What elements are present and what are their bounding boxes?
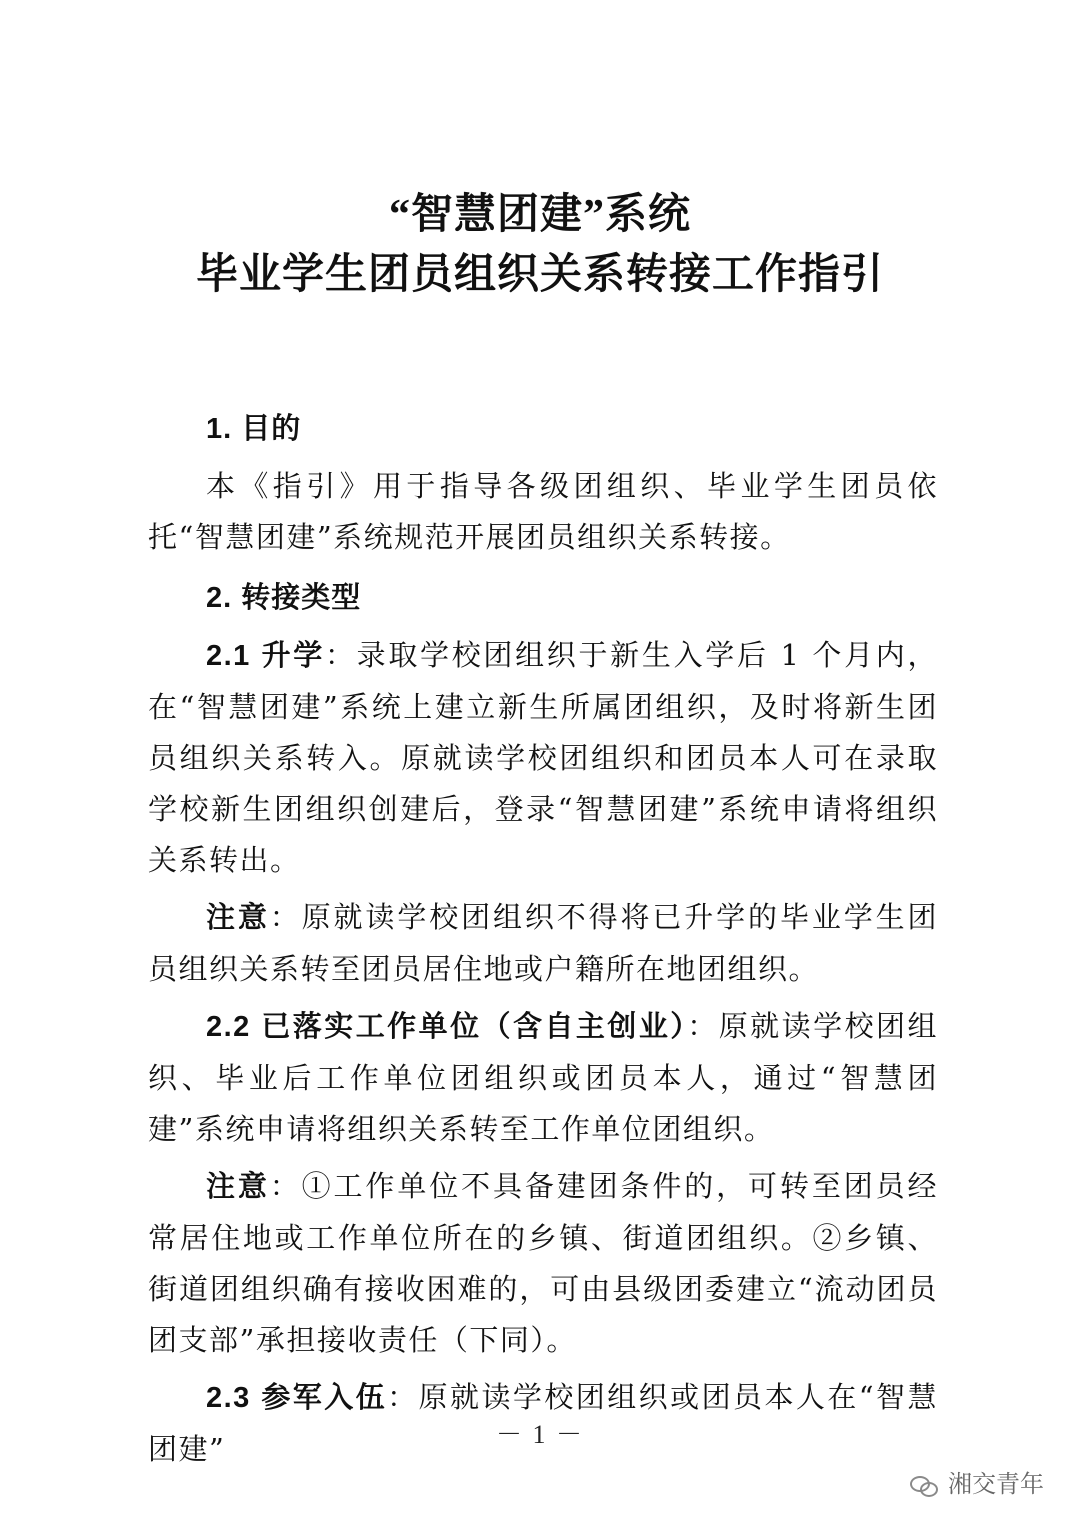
section-2-item-4 [148,1161,938,1366]
section-2-heading: 2. 转接类型 [206,582,362,614]
section-2-item-3-lead: 2.2 已落实工作单位（含自主创业） [206,1011,688,1043]
document-title [0,185,1080,305]
section-2-item-2 [148,892,938,995]
section-2-item-1 [148,630,938,886]
section-2-item-5-text: ：原就读学校团组织或团员本人在“智慧团建” [148,1380,939,1466]
section-2-item-1-lead: 2.1 升学 [206,640,325,672]
section-2-item-4-lead: 注意 [206,1171,270,1203]
section-2-item-4-text: ：①工作单位不具备建团条件的，可转至团员经常居住地或工作单位所在的乡镇、街道团组织。②乡镇、街道团组织确有接收困难的，可由县级团委建立“流动团员团支部”承担接收责任（下同）。 [148,1169,938,1357]
wechat-icon [908,1472,938,1498]
page-number: － 1 － [495,1420,584,1449]
section-2-item-2-text: ：原就读学校团组织不得将已升学的毕业学生团员组织关系转至团员居住地或户籍所在地团组织。 [148,900,938,986]
section-2-item-3-text: ：原就读学校团组织、毕业后工作单位团组织或团员本人，通过“智慧团建”系统申请将组织关系转至工作单位团组织。 [148,1009,938,1146]
section-2-item-5-lead: 2.3 参军入伍 [206,1382,388,1414]
section-2-item-3 [148,1001,938,1155]
watermark-text: 湘交青年 [948,1471,1044,1498]
section-1-heading: 1. 目的 [206,413,302,445]
section-1-paragraph: 本《指引》用于指导各级团组织、毕业学生团员依托“智慧团建”系统规范开展团员组织关系转接。 [148,469,938,554]
spacer [148,563,938,573]
document-body [148,404,938,1475]
chat-bubble-icon-part [920,1482,938,1497]
source-watermark [908,1470,1044,1500]
title-line-2: 毕业学生团员组织关系转接工作指引 [195,252,884,298]
title-line-1: “智慧团建”系统 [388,192,691,238]
section-2-item-2-lead: 注意 [206,902,270,934]
section-2-item-1-text: ：录取学校团组织于新生入学后 1 个月内，在“智慧团建”系统上建立新生所属团组织，及时将新生团员组织关系转入。原就读学校团组织和团员本人可在录取学校新生团组织创建后，登录“智慧团建”系统申请将组织关系转出。 [148,638,938,877]
